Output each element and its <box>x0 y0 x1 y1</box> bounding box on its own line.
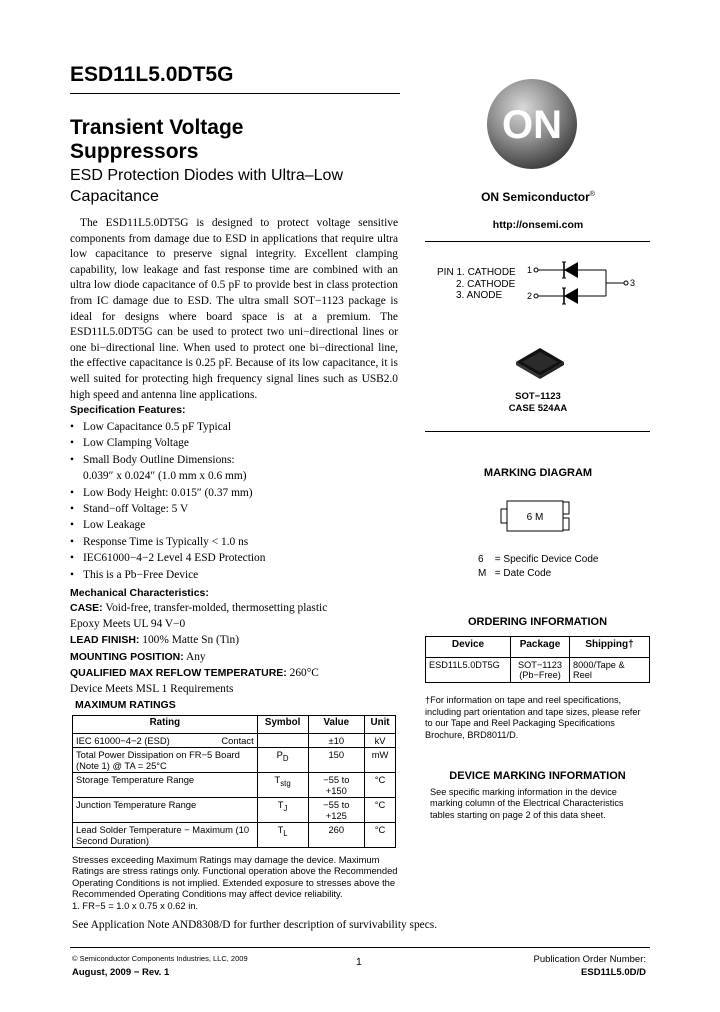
page-title: Transient Voltage Suppressors <box>70 116 244 163</box>
package-image <box>512 342 568 382</box>
table-header-row: Device Package Shipping† <box>426 637 650 658</box>
table-row: Junction Temperature Range $T_J$ −55 to +125 °C <box>73 798 396 823</box>
part-number-title: ESD11L5.0DT5G <box>70 63 234 86</box>
marking-diagram <box>499 499 573 533</box>
list-item-continuation: 0.039″ x 0.024″ (1.0 mm x 0.6 mm) <box>83 470 247 483</box>
spec-features-list <box>70 419 400 583</box>
mechanical-heading: Mechanical Characteristics: <box>70 587 209 599</box>
max-ratings-table <box>72 715 396 848</box>
max-ratings-heading: MAXIMUM RATINGS <box>75 699 176 711</box>
device-marking-text: See specific marking information in the device marking column of the Electrical Characteristics tables starting on page 2 of this data sheet. <box>430 787 624 820</box>
list-item: • Low Clamping Voltage <box>70 437 189 450</box>
list-item: • IEC61000−4−2 Level 4 ESD Protection <box>70 552 266 565</box>
mechanical-characteristics: CASE: Void-free, transfer-molded, thermosetting plastic Epoxy Meets UL 94 V−0 LEAD FINISH: 100% Matte Sn (Tin) MOUNTING POSITION: Any QUALIFIED MAX REFLOW TEMPERATURE: 260°C Device Meets MSL 1 Requirements <box>70 602 328 696</box>
company-url[interactable]: http://onsemi.com <box>492 219 584 231</box>
svg-text:3: 3 <box>630 278 636 288</box>
list-item: • This is a Pb−Free Device <box>70 568 199 581</box>
on-semiconductor-logo <box>486 78 578 170</box>
table-row: IEC 61000−4−2 (ESD) Contact ±10 kV <box>73 734 396 748</box>
table-header-row: Rating Symbol Value Unit <box>73 716 396 734</box>
list-item: • Low Capacitance 0.5 pF Typical <box>70 421 231 433</box>
marking-legend: 6 = Specific Device Code M = Date Code <box>478 554 599 579</box>
page-subtitle: ESD Protection Diodes with Ultra–Low Capacitance <box>70 167 344 205</box>
divider <box>425 241 650 242</box>
table-row: Storage Temperature Range $T_{stg}$ −55 to +150 °C <box>73 773 396 798</box>
ordering-footnote: †For information on tape and reel specifications, including part orientation and tape sizes, please refer to our Tape and Reel Packaging Specifications Brochure, BRD8011/D. <box>425 695 641 740</box>
pin-diagram <box>524 256 636 312</box>
application-note: See Application Note AND8308/D for further description of survivability specs. <box>72 919 438 931</box>
pin-description: PIN 1. CATHODE 2. CATHODE 3. ANODE <box>437 267 516 302</box>
publication-number: ESD11L5.0D/D <box>581 967 646 978</box>
list-item: • Low Body Height: 0.015″ (0.37 mm) <box>70 486 253 499</box>
list-item: • Small Body Outline Dimensions: <box>70 453 235 466</box>
ordering-info-title: ORDERING INFORMATION <box>467 616 608 628</box>
spec-features-heading: Specification Features: <box>70 404 186 416</box>
table-row: ESD11L5.0DT5G SOT−1123 (Pb−Free) 8000/Tape & Reel <box>426 658 650 683</box>
footer-divider <box>70 947 650 948</box>
table-row: Total Power Dissipation on FR−5 Board (Note 1) @ TA = 25°C $P_D$ 150 mW <box>73 748 396 773</box>
list-item: • Response Time is Typically < 1.0 ns <box>70 535 249 548</box>
revision-date: August, 2009 − Rev. 1 <box>72 967 170 978</box>
page-number: 1 <box>356 956 362 968</box>
list-item: • Low Leakage <box>70 519 146 532</box>
stress-note: Stresses exceeding Maximum Ratings may damage the device. Maximum Ratings are stress ratings only. Functional operation above the Recommended Operating Conditions is not implied. Extended exposure to stresses above the Recommended Operating Conditions may affect device reliability. 1. FR−5 = 1.0 x 0.75 x 0.62 in. <box>72 854 398 911</box>
device-marking-title: DEVICE MARKING INFORMATION <box>449 770 626 782</box>
svg-text:2: 2 <box>527 291 533 301</box>
svg-text:ON: ON <box>502 103 562 147</box>
company-name: ON Semiconductor® <box>481 190 595 204</box>
package-name: SOT−1123 CASE 524AA <box>508 391 568 414</box>
description-paragraph: The ESD11L5.0DT5G is designed to protect voltage sensitive components from damage due to ESD in applications that require ultra low capacitance to preserve signal integrity. Excellent clamping capability, low leakage and fast response time are combined with an ultra low diode capacitance of 0.5 pF to provide best in class protection from IC damage due to ESD. The ultra small SOT−1123 package is ideal for designs where board space is at a premium. The ESD11L5.0DT5G can be used to protect two uni−directional lines or one bi−directional line. When used to protect one bi−directional line, the effective capacitance is 0.25 pF. Because of its low capacitance, it is well suited for protecting high frequency signal lines such as USB2.0 high speed and antenna line applications. <box>70 217 398 401</box>
marking-diagram-title: MARKING DIAGRAM <box>483 467 593 479</box>
publication-label: Publication Order Number: <box>533 954 646 965</box>
table-row: Lead Solder Temperature − Maximum (10 Second Duration) $T_L$ 260 °C <box>73 823 396 848</box>
ordering-table <box>425 636 650 683</box>
divider <box>425 431 650 432</box>
svg-text:1: 1 <box>527 265 533 275</box>
copyright: © Semiconductor Components Industries, LLC, 2009 <box>72 954 248 963</box>
list-item: • Stand−off Voltage: 5 V <box>70 503 189 516</box>
svg-text:6 M: 6 M <box>526 512 544 523</box>
title-divider <box>70 93 400 94</box>
